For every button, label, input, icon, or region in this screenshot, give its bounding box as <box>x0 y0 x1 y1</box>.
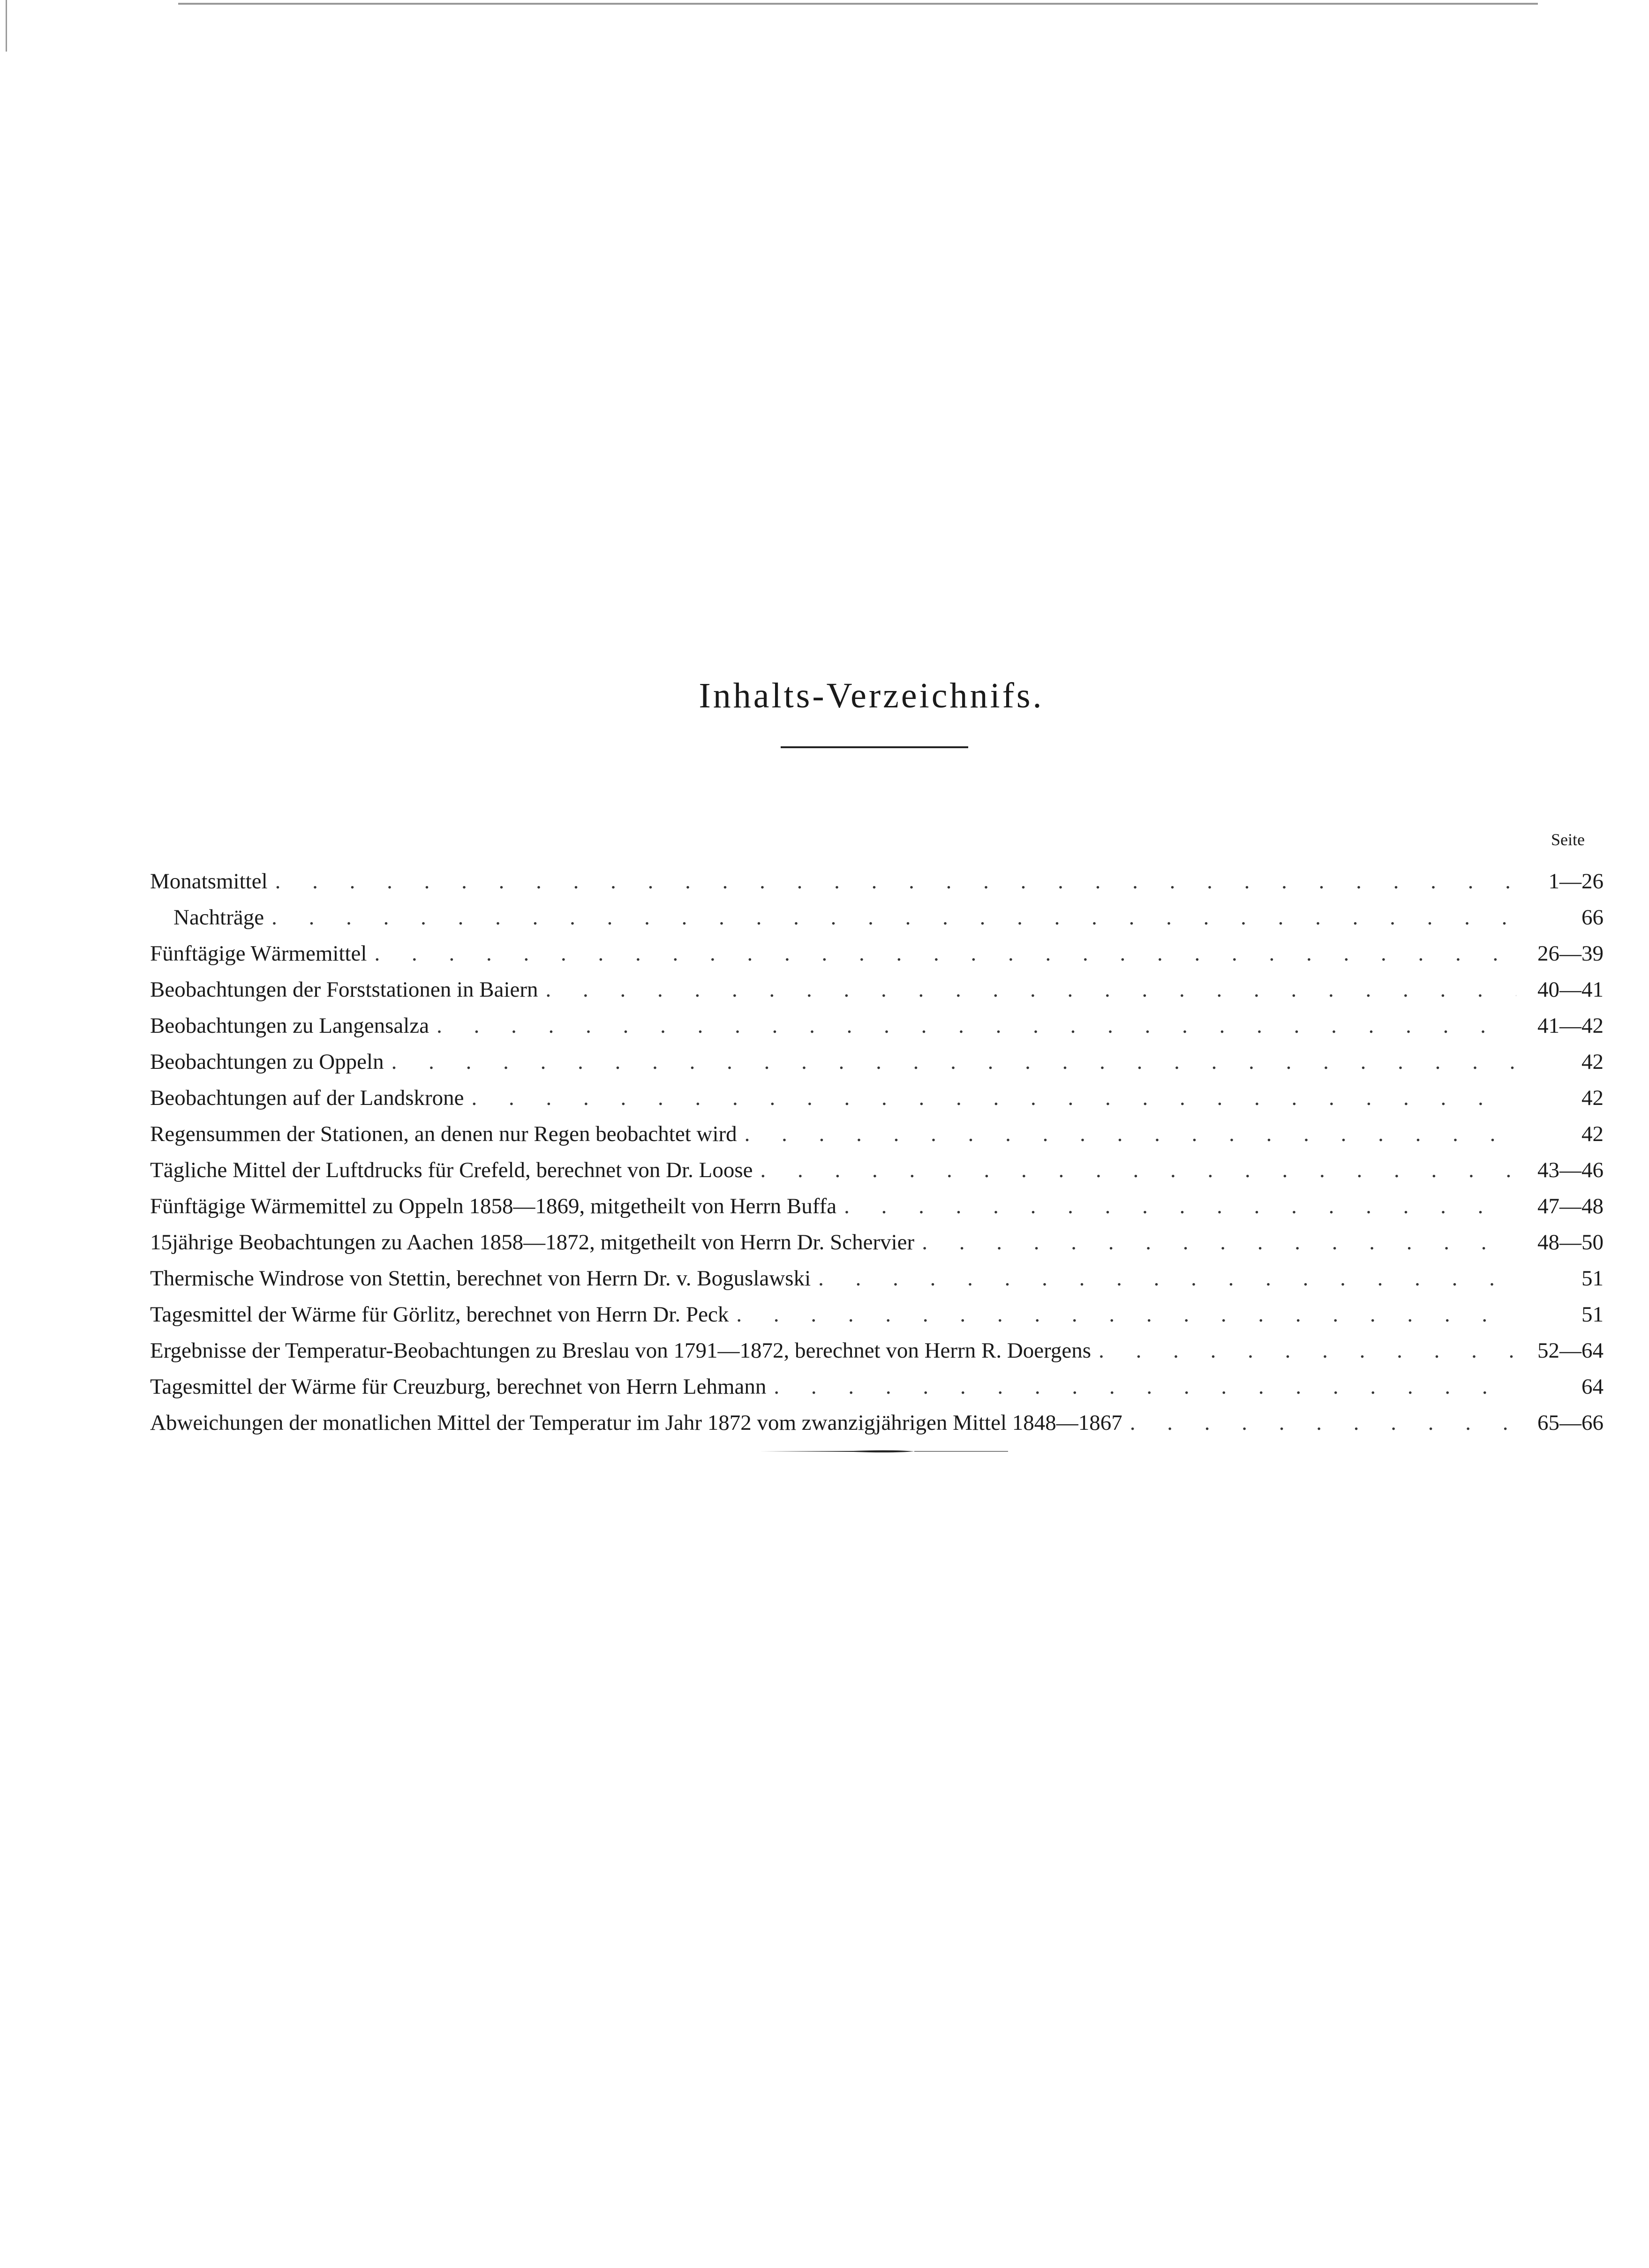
toc-entry-list <box>150 858 1604 1435</box>
dot-leader <box>472 1085 1517 1111</box>
dot-leader <box>760 1157 1516 1183</box>
dot-leader <box>275 869 1516 894</box>
toc-entry <box>150 1219 1604 1255</box>
toc-entry <box>150 1363 1604 1399</box>
dot-leader <box>374 941 1516 966</box>
title-underline-rule <box>781 746 968 748</box>
toc-entry-label: Tagesmittel der Wärme für Görlitz, berechnet von Herrn Dr. Peck <box>150 1302 729 1327</box>
toc-entry <box>150 858 1604 894</box>
toc-entry-label: Beobachtungen auf der Landskrone <box>150 1086 464 1110</box>
toc-entry <box>150 1074 1604 1111</box>
toc-entry-page: 52—64 <box>1537 1338 1604 1363</box>
toc-entry <box>150 966 1604 1002</box>
toc-entry-page: 47—48 <box>1537 1194 1604 1218</box>
toc-entry <box>150 1111 1604 1147</box>
dot-leader <box>437 1013 1516 1038</box>
toc-entry-page: 1—26 <box>1548 869 1604 894</box>
toc-entry-page: 42 <box>1581 1086 1604 1110</box>
toc-entry-page: 64 <box>1581 1374 1604 1399</box>
toc-entry-label: Nachträge <box>173 905 264 930</box>
toc-entry <box>150 1399 1604 1435</box>
dot-leader <box>844 1194 1516 1219</box>
toc-entry-label: Monatsmittel <box>150 869 268 894</box>
toc-entry <box>150 1255 1604 1291</box>
dot-leader <box>922 1230 1516 1255</box>
toc-entry <box>150 894 1604 930</box>
toc-entry-page: 48—50 <box>1537 1230 1604 1254</box>
dot-leader <box>736 1302 1516 1327</box>
toc-entry-label: Tägliche Mittel der Luftdrucks für Crefeld, berechnet von Dr. Loose <box>150 1158 753 1182</box>
dot-leader <box>546 977 1516 1002</box>
toc-entry-page: 43—46 <box>1537 1158 1604 1182</box>
toc-entry-page: 40—41 <box>1537 977 1604 1002</box>
toc-entry-page: 51 <box>1581 1266 1604 1291</box>
toc-entry <box>150 1183 1604 1219</box>
toc-entry-label: Beobachtungen zu Langensalza <box>150 1014 429 1038</box>
dot-leader <box>745 1121 1516 1147</box>
toc-entry <box>150 1002 1604 1038</box>
toc-entry-label: Fünftägige Wärmemittel zu Oppeln 1858—1869, mitgetheilt von Herrn Buffa <box>150 1194 837 1218</box>
toc-entry-page: 42 <box>1581 1122 1604 1146</box>
toc-entry-label: Thermische Windrose von Stettin, berechnet von Herrn Dr. v. Boguslawski <box>150 1266 811 1291</box>
dot-leader <box>774 1374 1516 1399</box>
page-title: Inhalts-Verzeichnifs. <box>699 676 1044 715</box>
toc-entry-label: Abweichungen der monatlichen Mittel der Temperatur im Jahr 1872 vom zwanzigjährigen Mittel 1848—1867 <box>150 1411 1122 1435</box>
toc-entry-page: 42 <box>1581 1050 1604 1074</box>
dot-leader <box>271 905 1516 930</box>
toc-entry-label: Ergebnisse der Temperatur-Beobachtungen zu Breslau von 1791—1872, berechnet von Herrn R. Doergens <box>150 1338 1092 1363</box>
toc-entry-label: Fünftägige Wärmemittel <box>150 941 367 966</box>
toc-entry-label: Tagesmittel der Wärme für Creuzburg, berechnet von Herrn Lehmann <box>150 1374 767 1399</box>
toc-entry <box>150 1038 1604 1074</box>
dot-leader <box>818 1266 1516 1291</box>
closing-ornament-rule <box>760 1449 1008 1453</box>
toc-entry-label: 15jährige Beobachtungen zu Aachen 1858—1872, mitgetheilt von Herrn Dr. Schervier <box>150 1230 915 1254</box>
scan-edge-mark <box>6 0 7 52</box>
toc-entry-page: 51 <box>1581 1302 1604 1327</box>
toc-entry <box>150 1147 1604 1183</box>
toc-entry <box>150 1291 1604 1327</box>
toc-entry-label: Beobachtungen zu Oppeln <box>150 1050 384 1074</box>
toc-entry <box>150 930 1604 966</box>
toc-entry-label: Regensummen der Stationen, an denen nur Regen beobachtet wird <box>150 1122 737 1146</box>
toc-entry-page: 66 <box>1581 905 1604 930</box>
toc-entry-page: 41—42 <box>1537 1014 1604 1038</box>
toc-entry-page: 26—39 <box>1537 941 1604 966</box>
dot-leader <box>1130 1410 1516 1435</box>
dot-leader <box>1099 1338 1516 1363</box>
toc-entry-label: Beobachtungen der Forststationen in Baiern <box>150 977 538 1002</box>
seite-column-header: Seite <box>1551 830 1585 849</box>
top-scan-rule <box>178 3 1538 5</box>
dot-leader <box>392 1049 1516 1074</box>
toc-entry-page: 65—66 <box>1537 1411 1604 1435</box>
toc-entry <box>150 1327 1604 1363</box>
